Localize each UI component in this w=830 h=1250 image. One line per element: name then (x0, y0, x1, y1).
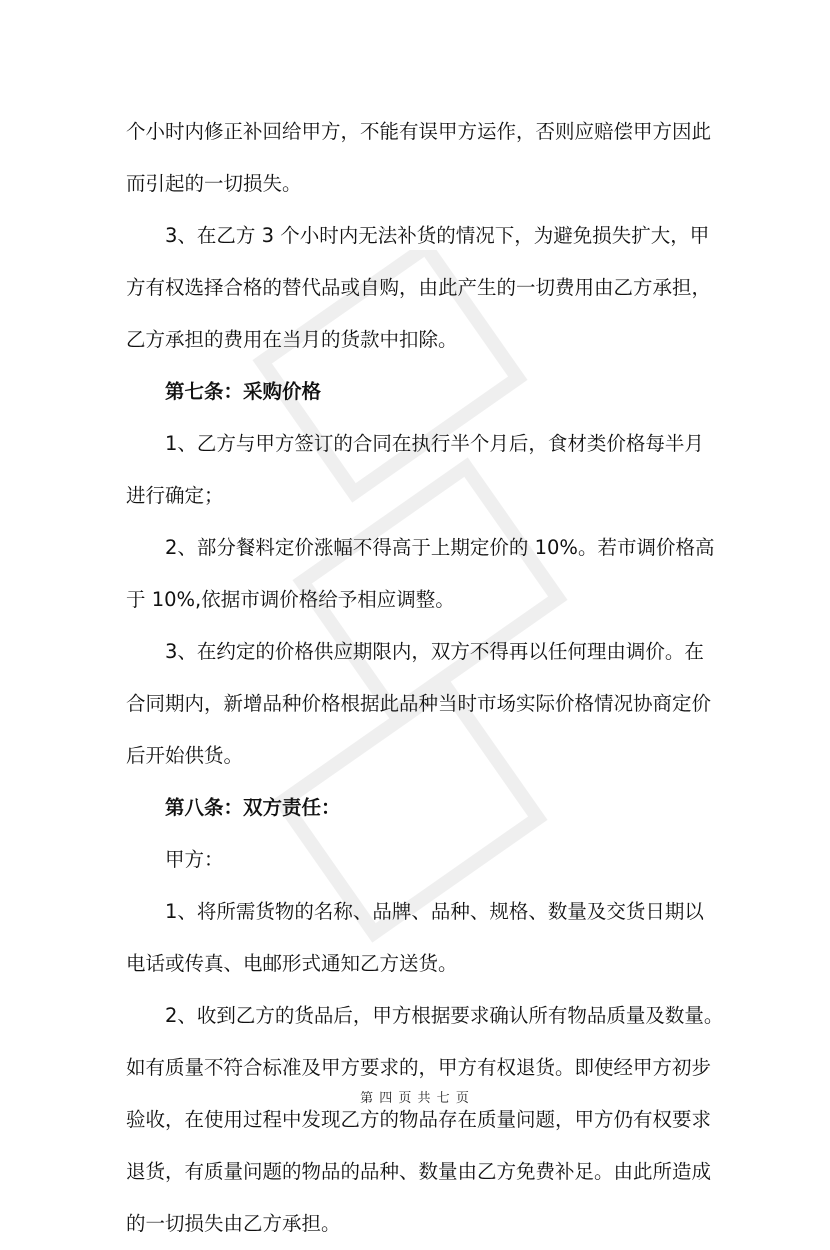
paragraph-line: 1、将所需货物的名称、品牌、品种、规格、数量及交货日期以 (165, 900, 704, 923)
document-body (126, 106, 724, 1250)
paragraph-line: 2、收到乙方的货品后，甲方根据要求确认所有物品质量及数量。 (165, 1004, 724, 1027)
paragraph-line: 如有质量不符合标准及甲方要求的，甲方有权退货。即使经甲方初步 (126, 1056, 712, 1079)
paragraph-line: 合同期内，新增品种价格根据此品种当时市场实际价格情况协商定价 (126, 692, 712, 715)
paragraph-line: 个小时内修正补回给甲方，不能有误甲方运作，否则应赔偿甲方因此 (126, 120, 712, 143)
paragraph-line: 而引起的一切损失。 (126, 172, 302, 195)
paragraph-line: 后开始供货。 (126, 744, 244, 767)
section-heading: 第八条：双方责任： (165, 796, 341, 819)
paragraph-line: 方有权选择合格的替代品或自购，由此产生的一切费用由乙方承担， (126, 276, 712, 299)
paragraph-line: 进行确定； (126, 484, 224, 507)
section-heading: 第七条：采购价格 (165, 380, 322, 403)
paragraph-line: 退货，有质量问题的物品的品种、数量由乙方免费补足。由此所造成 (126, 1160, 712, 1183)
paragraph-line: 电话或传真、电邮形式通知乙方送货。 (126, 952, 458, 975)
paragraph-line: 乙方承担的费用在当月的货款中扣除。 (126, 328, 458, 351)
page-footer: 第 四 页 共 七 页 (360, 1091, 470, 1106)
paragraph-line: 3、在约定的价格供应期限内，双方不得再以任何理由调价。在 (165, 640, 704, 663)
paragraph-line: 甲方： (165, 848, 224, 871)
paragraph-line: 于 10%,依据市调价格给予相应调整。 (126, 588, 455, 611)
paragraph-line: 验收，在使用过程中发现乙方的物品存在质量问题，甲方仍有权要求 (126, 1108, 712, 1131)
paragraph-line: 3、在乙方 3 个小时内无法补货的情况下，为避免损失扩大，甲 (165, 224, 710, 247)
paragraph-line: 1、乙方与甲方签订的合同在执行半个月后，食材类价格每半月 (165, 432, 704, 455)
paragraph-line: 2、部分餐料定价涨幅不得高于上期定价的 10%。若市调价格高 (165, 536, 715, 559)
paragraph-line: 的一切损失由乙方承担。 (126, 1212, 341, 1235)
